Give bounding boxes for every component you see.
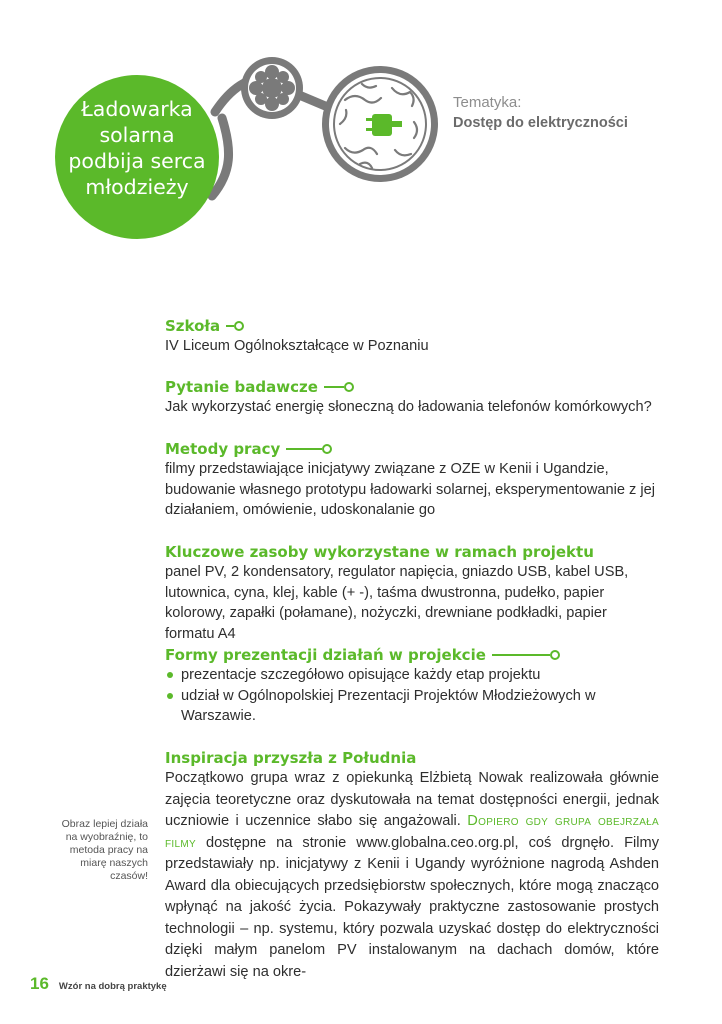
bullet-icon (167, 672, 173, 678)
bullet-icon (167, 693, 173, 699)
gear-icon (241, 57, 303, 119)
section-body: filmy przedstawiające inicjatywy związane z OZE w Kenii i Ugandzie, budowanie własnego prototypu ładowarki solarnej, eksperymentowanie z jej działaniem, omówienie, udoskonalanie go (165, 461, 655, 518)
section-body: Początkowo grupa wraz z opiekunką Elżbietą Nowak realizowała głównie zajęcia teoretyczne oraz dyskutowała na temat dostępności energii, jednak uczniowie i uczennice słabo się angażowali. Dopiero gdy grupa obejrzała filmy dostępne na stronie www.globalna.ceo.org.pl, coś drgnęło. Filmy przedstawiały np. inicjatywy z Kenii i Ugandy wyróżnione nagrodą Ashden Award dla obiecujących przedsiębiorstw społecznych, które mogą znacząco wpłynąć na jakość życia. Pokazywały praktyczne zastosowanie prostych technologii – np. systemu, który pozwala uzyskać dostęp do elektryczności dzięki małym panelom PV instalowanym na dachach domów, które dzierżawi się na okre- (165, 770, 659, 980)
heading-dot-icon (322, 444, 332, 454)
section-question (165, 377, 660, 418)
heading-line (226, 325, 234, 327)
section-heading: Metody pracy (165, 440, 281, 458)
footer (30, 974, 167, 994)
heading-dot-icon (344, 382, 354, 392)
section-heading: Inspiracja przyszła z Południa (165, 749, 417, 767)
heading-line (492, 654, 550, 656)
section-body: IV Liceum Ogólnokształcące w Poznaniu (165, 338, 429, 354)
heading-dot-icon (234, 321, 244, 331)
section-methods (165, 439, 660, 521)
section-heading: Kluczowe zasoby wykorzystane w ramach projektu (165, 543, 594, 561)
topic-box (453, 92, 628, 134)
section-body: panel PV, 2 kondensatory, regulator napięcia, gniazdo USB, kabel USB, lutownica, cyna, klej, kable (+ -), taśma dwustronna, pudełko, papier kolorowy, zapałki (połamane), nożyczki, drewniane podkładki, papier formatu A4 (165, 564, 629, 642)
side-note: Obraz lepiej działa na wyobraźnię, to metoda pracy na miarę naszych czasów! (61, 818, 148, 882)
section-heading: Formy prezentacji działań w projekcie (165, 646, 486, 664)
topic-value: Dostęp do elektryczności (453, 115, 628, 131)
list-item: udział w Ogólnopolskiej Prezentacji Projektów Młodzieżowych w Warszawie. (165, 686, 660, 727)
section-heading: Szkoła (165, 317, 221, 335)
page-number: 16 (30, 974, 49, 993)
section-school (165, 316, 660, 357)
section-body: Jak wykorzystać energię słoneczną do ładowania telefonów komórkowych? (165, 399, 652, 415)
list-item: prezentacje szczegółowo opisujące każdy etap projektu (165, 665, 660, 686)
section-resources (165, 542, 660, 644)
heading-line (324, 386, 344, 388)
section-inspiration (165, 748, 659, 983)
highlight-text: Dopiero gdy grupa obejrzała filmy (165, 813, 659, 851)
section-presentation (165, 645, 660, 727)
page-title: Ładowarka solarna podbija serca młodzieży (68, 97, 206, 199)
section-heading: Pytanie badawcze (165, 378, 318, 396)
heading-dot-icon (550, 650, 560, 660)
energy-plug-icon (322, 66, 438, 182)
footer-text: Wzór na dobrą praktykę (58, 981, 167, 992)
heading-line (286, 448, 322, 450)
topic-label: Tematyka: (453, 94, 522, 111)
